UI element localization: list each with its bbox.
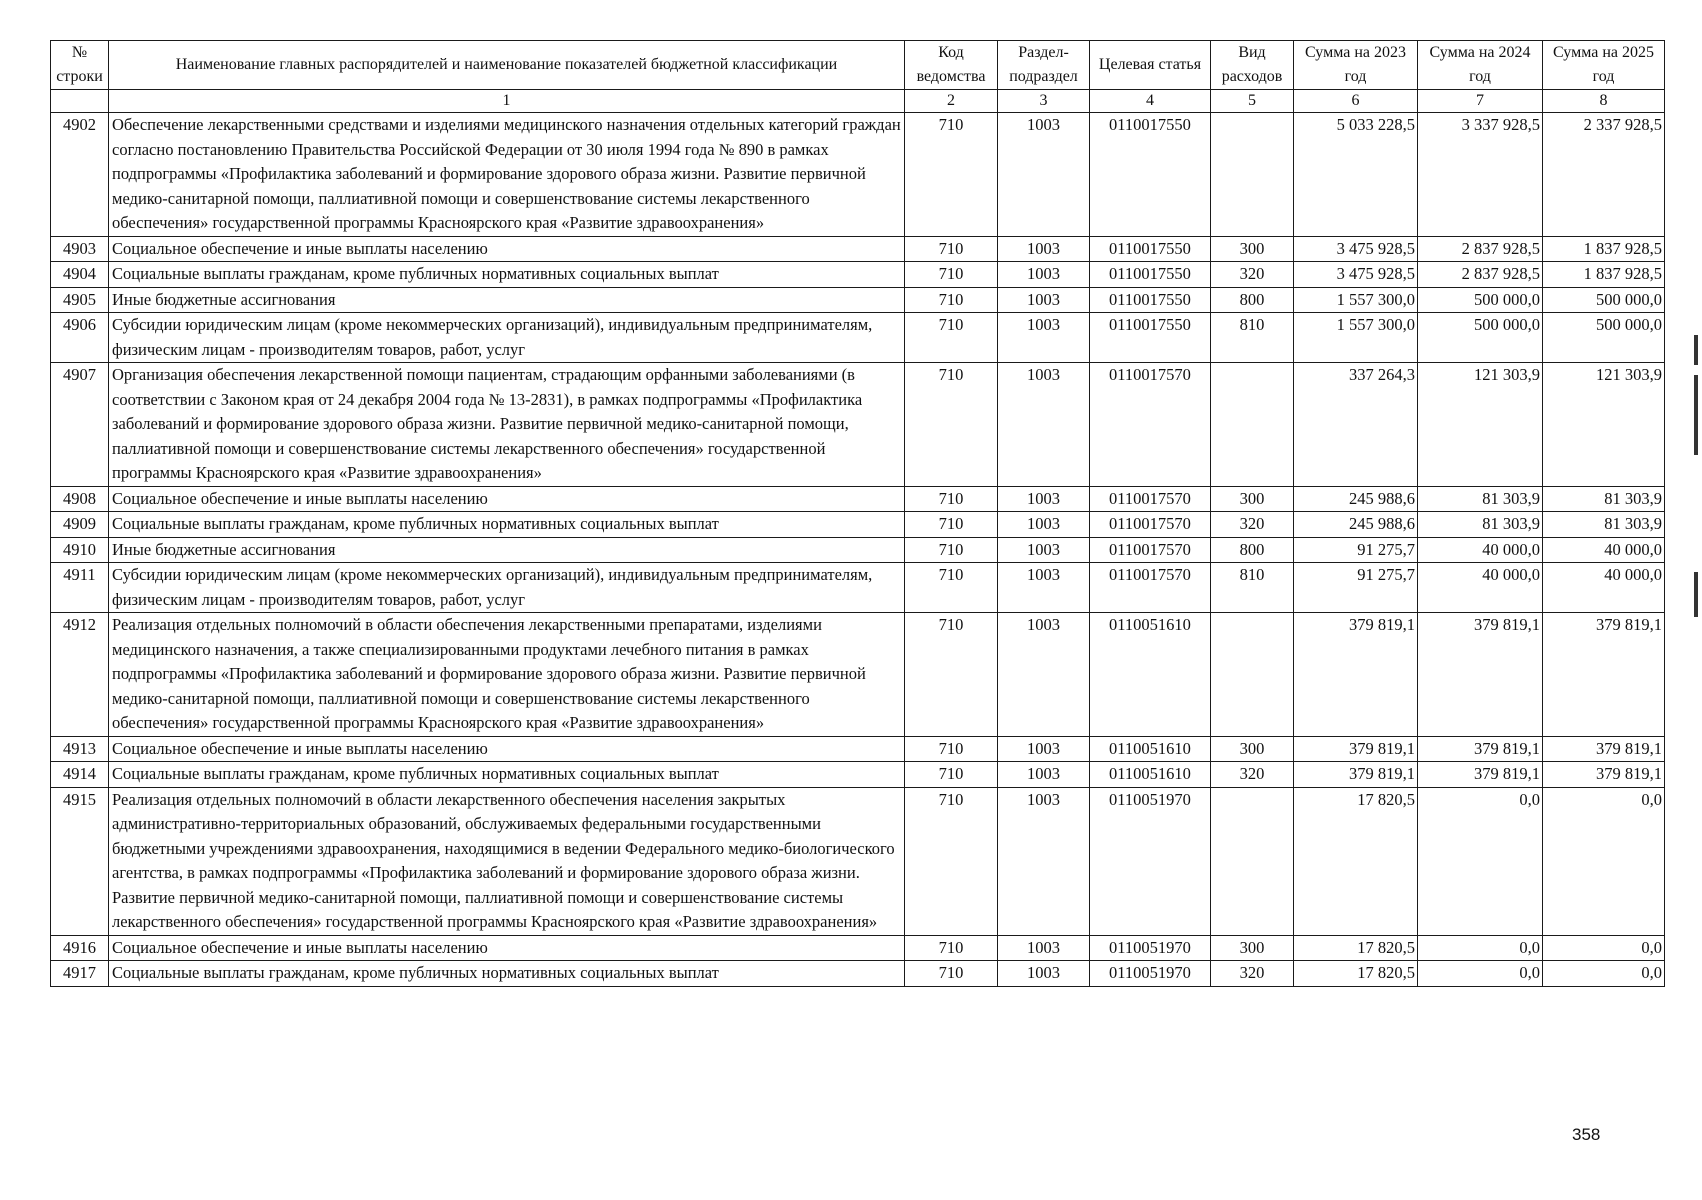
target-article-cell: 0110051970: [1090, 935, 1211, 961]
row-name-cell: Иные бюджетные ассигнования: [109, 537, 905, 563]
section-code-cell: 1003: [998, 762, 1090, 788]
column-number: 1: [109, 90, 905, 113]
table-row: [51, 787, 1665, 935]
dept-code-cell: 710: [905, 486, 998, 512]
sum-2025-cell: 500 000,0: [1543, 287, 1665, 313]
sum-2024-cell: 379 819,1: [1418, 613, 1543, 737]
sum-2025-cell: 1 837 928,5: [1543, 262, 1665, 288]
row-number-cell: 4911: [51, 563, 109, 613]
column-number-row: [51, 90, 1665, 113]
dept-code-cell: 710: [905, 363, 998, 487]
row-name-cell: Социальное обеспечение и иные выплаты населению: [109, 486, 905, 512]
header-code-dept: Код ведомства: [905, 41, 998, 90]
row-name-cell: Реализация отдельных полномочий в области обеспечения лекарственными препаратами, изделиями медицинского назначения, а также специализированными продуктами лечебного питания в рамках подпрограммы «Профилактика заболеваний и формирование здорового образа жизни. Развитие первичной медико-санитарной помощи, паллиативной помощи и совершенствование системы лекарственного обеспечения» государственной программы Красноярского края «Развитие здравоохранения»: [109, 613, 905, 737]
row-number-cell: 4915: [51, 787, 109, 935]
column-number-blank: [51, 90, 109, 113]
expense-type-cell: 800: [1211, 537, 1294, 563]
table-row: [51, 486, 1665, 512]
sum-2025-cell: 500 000,0: [1543, 313, 1665, 363]
sum-2025-cell: 379 819,1: [1543, 613, 1665, 737]
table-row: [51, 613, 1665, 737]
expense-type-cell: 800: [1211, 287, 1294, 313]
row-number-cell: 4902: [51, 113, 109, 237]
row-number-cell: 4904: [51, 262, 109, 288]
expense-type-cell: 300: [1211, 935, 1294, 961]
sum-2025-cell: 81 303,9: [1543, 512, 1665, 538]
section-code-cell: 1003: [998, 787, 1090, 935]
table-row: [51, 537, 1665, 563]
dept-code-cell: 710: [905, 736, 998, 762]
target-article-cell: 0110017570: [1090, 486, 1211, 512]
header-name: Наименование главных распорядителей и наименование показателей бюджетной классификации: [109, 41, 905, 90]
row-number-cell: 4916: [51, 935, 109, 961]
table-row: [51, 262, 1665, 288]
sum-2024-cell: 40 000,0: [1418, 537, 1543, 563]
expense-type-cell: [1211, 613, 1294, 737]
target-article-cell: 0110017550: [1090, 313, 1211, 363]
section-code-cell: 1003: [998, 287, 1090, 313]
dept-code-cell: 710: [905, 961, 998, 987]
row-name-cell: Социальное обеспечение и иные выплаты населению: [109, 935, 905, 961]
target-article-cell: 0110017570: [1090, 512, 1211, 538]
budget-table-sheet: [50, 40, 1665, 987]
row-name-cell: Иные бюджетные ассигнования: [109, 287, 905, 313]
row-number-cell: 4909: [51, 512, 109, 538]
sum-2023-cell: 1 557 300,0: [1294, 313, 1418, 363]
row-name-cell: Социальные выплаты гражданам, кроме публичных нормативных социальных выплат: [109, 961, 905, 987]
dept-code-cell: 710: [905, 287, 998, 313]
row-name-cell: Организация обеспечения лекарственной помощи пациентам, страдающим орфанными заболеваниями (в соответствии с Законом края от 24 декабря 2004 года № 13-2831), в рамках подпрограммы «Профилактика заболеваний и формирование здорового образа жизни. Развитие первичной медико-санитарной помощи, паллиативной помощи и совершенствование системы лекарственного обеспечения» государственной программы Красноярского края «Развитие здравоохранения»: [109, 363, 905, 487]
target-article-cell: 0110017550: [1090, 287, 1211, 313]
header-target: Целевая статья: [1090, 41, 1211, 90]
sum-2025-cell: 121 303,9: [1543, 363, 1665, 487]
row-number-cell: 4908: [51, 486, 109, 512]
section-code-cell: 1003: [998, 262, 1090, 288]
expense-type-cell: [1211, 787, 1294, 935]
sum-2025-cell: 0,0: [1543, 935, 1665, 961]
sum-2025-cell: 40 000,0: [1543, 563, 1665, 613]
dept-code-cell: 710: [905, 563, 998, 613]
section-code-cell: 1003: [998, 512, 1090, 538]
target-article-cell: 0110017550: [1090, 236, 1211, 262]
target-article-cell: 0110017550: [1090, 113, 1211, 237]
sum-2023-cell: 245 988,6: [1294, 486, 1418, 512]
sum-2025-cell: 81 303,9: [1543, 486, 1665, 512]
row-number-cell: 4914: [51, 762, 109, 788]
table-row: [51, 563, 1665, 613]
sum-2024-cell: 81 303,9: [1418, 512, 1543, 538]
table-row: [51, 762, 1665, 788]
header-row-no: № строки: [51, 41, 109, 90]
dept-code-cell: 710: [905, 236, 998, 262]
row-name-cell: Социальные выплаты гражданам, кроме публичных нормативных социальных выплат: [109, 262, 905, 288]
dept-code-cell: 710: [905, 313, 998, 363]
target-article-cell: 0110051610: [1090, 736, 1211, 762]
header-sum-2025: Сумма на 2025 год: [1543, 41, 1665, 90]
expense-type-cell: 810: [1211, 563, 1294, 613]
table-row: [51, 236, 1665, 262]
sum-2023-cell: 5 033 228,5: [1294, 113, 1418, 237]
section-code-cell: 1003: [998, 563, 1090, 613]
section-code-cell: 1003: [998, 736, 1090, 762]
sum-2025-cell: 40 000,0: [1543, 537, 1665, 563]
table-row: [51, 935, 1665, 961]
sum-2025-cell: 0,0: [1543, 961, 1665, 987]
row-name-cell: Социальное обеспечение и иные выплаты населению: [109, 236, 905, 262]
table-row: [51, 736, 1665, 762]
sum-2023-cell: 91 275,7: [1294, 563, 1418, 613]
expense-type-cell: 320: [1211, 762, 1294, 788]
row-name-cell: Социальные выплаты гражданам, кроме публичных нормативных социальных выплат: [109, 512, 905, 538]
header-section: Раздел-подраздел: [998, 41, 1090, 90]
sum-2023-cell: 1 557 300,0: [1294, 287, 1418, 313]
target-article-cell: 0110017570: [1090, 563, 1211, 613]
sum-2024-cell: 379 819,1: [1418, 762, 1543, 788]
row-number-cell: 4905: [51, 287, 109, 313]
sum-2024-cell: 500 000,0: [1418, 287, 1543, 313]
header-sum-2023: Сумма на 2023 год: [1294, 41, 1418, 90]
row-number-cell: 4917: [51, 961, 109, 987]
expense-type-cell: 300: [1211, 236, 1294, 262]
row-number-cell: 4913: [51, 736, 109, 762]
dept-code-cell: 710: [905, 762, 998, 788]
sum-2025-cell: 379 819,1: [1543, 736, 1665, 762]
sum-2023-cell: 379 819,1: [1294, 762, 1418, 788]
sum-2024-cell: 40 000,0: [1418, 563, 1543, 613]
sum-2024-cell: 2 837 928,5: [1418, 236, 1543, 262]
sum-2025-cell: 2 337 928,5: [1543, 113, 1665, 237]
sum-2024-cell: 2 837 928,5: [1418, 262, 1543, 288]
sum-2023-cell: 91 275,7: [1294, 537, 1418, 563]
table-row: [51, 287, 1665, 313]
table-body: [51, 113, 1665, 987]
sum-2024-cell: 500 000,0: [1418, 313, 1543, 363]
target-article-cell: 0110017570: [1090, 363, 1211, 487]
sum-2024-cell: 81 303,9: [1418, 486, 1543, 512]
row-name-cell: Субсидии юридическим лицам (кроме некоммерческих организаций), индивидуальным предпринимателям, физическим лицам - производителям товаров, работ, услуг: [109, 313, 905, 363]
sum-2023-cell: 379 819,1: [1294, 736, 1418, 762]
header-exp-type: Вид расходов: [1211, 41, 1294, 90]
scan-margin-mark: [1694, 335, 1698, 365]
section-code-cell: 1003: [998, 313, 1090, 363]
sum-2024-cell: 379 819,1: [1418, 736, 1543, 762]
sum-2023-cell: 17 820,5: [1294, 935, 1418, 961]
section-code-cell: 1003: [998, 363, 1090, 487]
target-article-cell: 0110051610: [1090, 762, 1211, 788]
column-number: 8: [1543, 90, 1665, 113]
expense-type-cell: 810: [1211, 313, 1294, 363]
sum-2024-cell: 0,0: [1418, 787, 1543, 935]
table-row: [51, 961, 1665, 987]
sum-2024-cell: 0,0: [1418, 961, 1543, 987]
dept-code-cell: 710: [905, 787, 998, 935]
column-number: 2: [905, 90, 998, 113]
row-name-cell: Реализация отдельных полномочий в области лекарственного обеспечения населения закрытых административно-территориальных образований, обслуживаемых федеральными государственными бюджетными учреждениями здравоохранения, находящимися в ведении Федерального медико-биологического агентства, в рамках подпрограммы «Профилактика заболеваний и формирование здорового образа жизни. Развитие первичной медико-санитарной помощи, паллиативной помощи и совершенствование системы лекарственного обеспечения» государственной программы Красноярского края «Развитие здравоохранения»: [109, 787, 905, 935]
expense-type-cell: 320: [1211, 961, 1294, 987]
row-name-cell: Субсидии юридическим лицам (кроме некоммерческих организаций), индивидуальным предпринимателям, физическим лицам - производителям товаров, работ, услуг: [109, 563, 905, 613]
row-name-cell: Обеспечение лекарственными средствами и изделиями медицинского назначения отдельных категорий граждан согласно постановлению Правительства Российской Федерации от 30 июля 1994 года № 890 в рамках подпрограммы «Профилактика заболеваний и формирование здорового образа жизни. Развитие первичной медико-санитарной помощи, паллиативной помощи и совершенствование системы лекарственного обеспечения» государственной программы Красноярского края «Развитие здравоохранения»: [109, 113, 905, 237]
target-article-cell: 0110017550: [1090, 262, 1211, 288]
section-code-cell: 1003: [998, 961, 1090, 987]
section-code-cell: 1003: [998, 537, 1090, 563]
column-number: 3: [998, 90, 1090, 113]
column-number: 5: [1211, 90, 1294, 113]
expense-type-cell: [1211, 363, 1294, 487]
section-code-cell: 1003: [998, 236, 1090, 262]
target-article-cell: 0110051970: [1090, 787, 1211, 935]
sum-2025-cell: 379 819,1: [1543, 762, 1665, 788]
sum-2025-cell: 0,0: [1543, 787, 1665, 935]
sum-2024-cell: 3 337 928,5: [1418, 113, 1543, 237]
expense-type-cell: 300: [1211, 486, 1294, 512]
sum-2023-cell: 17 820,5: [1294, 961, 1418, 987]
row-number-cell: 4910: [51, 537, 109, 563]
page-number: 358: [1572, 1125, 1601, 1144]
dept-code-cell: 710: [905, 537, 998, 563]
expense-type-cell: 300: [1211, 736, 1294, 762]
header-sum-2024: Сумма на 2024 год: [1418, 41, 1543, 90]
column-number: 4: [1090, 90, 1211, 113]
target-article-cell: 0110051970: [1090, 961, 1211, 987]
row-number-cell: 4907: [51, 363, 109, 487]
sum-2023-cell: 245 988,6: [1294, 512, 1418, 538]
expense-type-cell: [1211, 113, 1294, 237]
expense-type-cell: 320: [1211, 262, 1294, 288]
row-number-cell: 4912: [51, 613, 109, 737]
dept-code-cell: 710: [905, 935, 998, 961]
sum-2023-cell: 3 475 928,5: [1294, 262, 1418, 288]
sum-2024-cell: 0,0: [1418, 935, 1543, 961]
sum-2025-cell: 1 837 928,5: [1543, 236, 1665, 262]
table-header: [51, 41, 1665, 113]
table-row: [51, 363, 1665, 487]
target-article-cell: 0110051610: [1090, 613, 1211, 737]
dept-code-cell: 710: [905, 613, 998, 737]
row-name-cell: Социальное обеспечение и иные выплаты населению: [109, 736, 905, 762]
scan-margin-mark: [1694, 375, 1698, 455]
sum-2023-cell: 3 475 928,5: [1294, 236, 1418, 262]
target-article-cell: 0110017570: [1090, 537, 1211, 563]
dept-code-cell: 710: [905, 113, 998, 237]
dept-code-cell: 710: [905, 262, 998, 288]
table-row: [51, 512, 1665, 538]
sum-2023-cell: 379 819,1: [1294, 613, 1418, 737]
row-name-cell: Социальные выплаты гражданам, кроме публичных нормативных социальных выплат: [109, 762, 905, 788]
row-number-cell: 4903: [51, 236, 109, 262]
sum-2024-cell: 121 303,9: [1418, 363, 1543, 487]
sum-2023-cell: 337 264,3: [1294, 363, 1418, 487]
section-code-cell: 1003: [998, 486, 1090, 512]
sum-2023-cell: 17 820,5: [1294, 787, 1418, 935]
scan-margin-mark: [1694, 572, 1698, 617]
section-code-cell: 1003: [998, 113, 1090, 237]
column-number: 6: [1294, 90, 1418, 113]
budget-table: [50, 40, 1665, 987]
expense-type-cell: 320: [1211, 512, 1294, 538]
dept-code-cell: 710: [905, 512, 998, 538]
table-row: [51, 113, 1665, 237]
row-number-cell: 4906: [51, 313, 109, 363]
section-code-cell: 1003: [998, 935, 1090, 961]
column-number: 7: [1418, 90, 1543, 113]
section-code-cell: 1003: [998, 613, 1090, 737]
table-row: [51, 313, 1665, 363]
